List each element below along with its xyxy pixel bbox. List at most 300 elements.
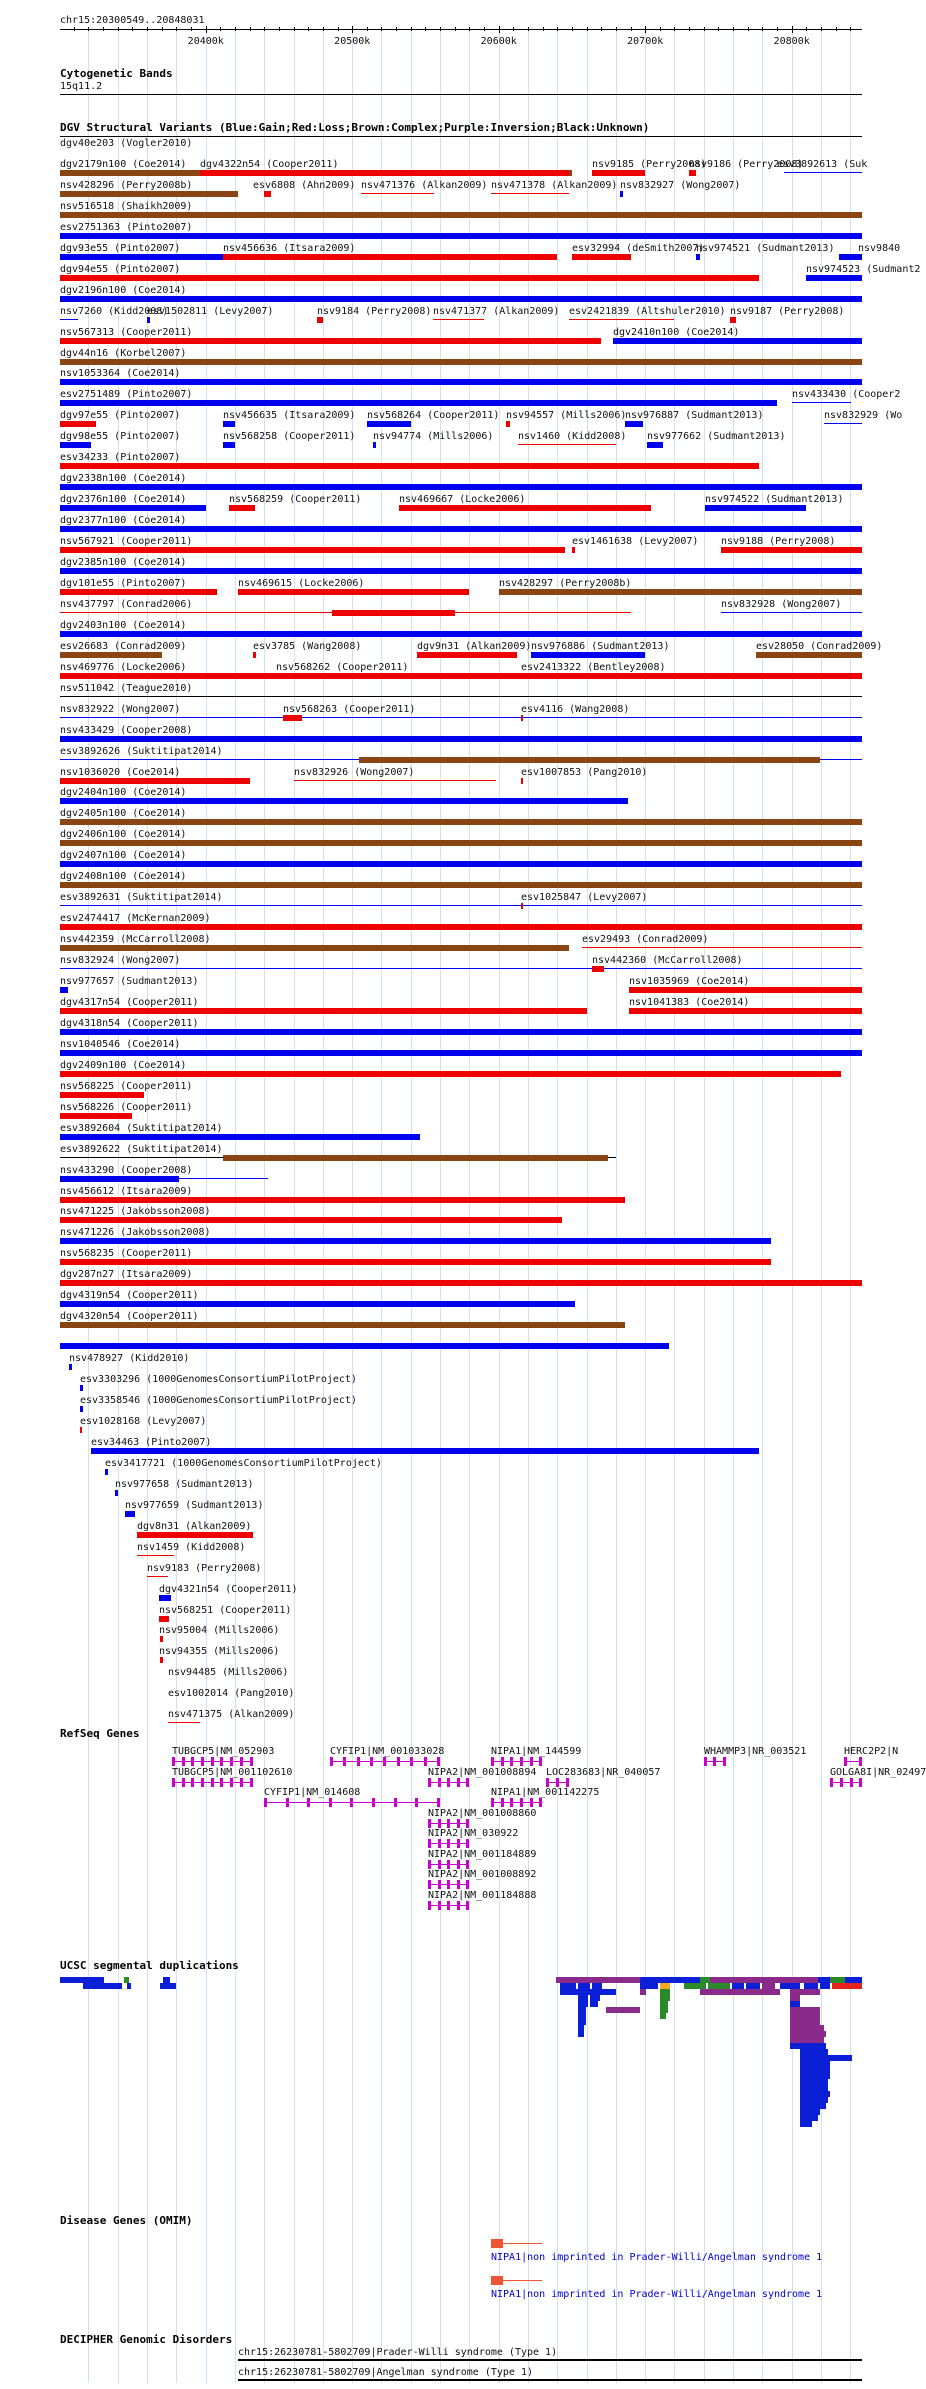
- dgv-variant-bar[interactable]: [60, 1343, 669, 1349]
- dgv-variant-label[interactable]: nsv1035969 (Coe2014): [629, 976, 750, 987]
- dgv-variant-label[interactable]: esv3785 (Wang2008): [253, 641, 362, 652]
- dgv-variant-label[interactable]: dgv4318n54 (Cooper2011): [60, 1018, 199, 1029]
- gene-label[interactable]: NIPA2|NM_001008860: [428, 1808, 537, 1819]
- dgv-variant-bar[interactable]: [276, 673, 332, 679]
- dgv-variant-label[interactable]: nsv471377 (Alkan2009): [433, 306, 560, 317]
- dgv-variant-bar[interactable]: [69, 1364, 72, 1370]
- dgv-variant-bar[interactable]: [521, 715, 523, 721]
- gene-label[interactable]: NIPA1|NM_001142275: [491, 1787, 600, 1798]
- dgv-variant-bar[interactable]: [80, 1406, 83, 1412]
- segdup-block[interactable]: [800, 2121, 812, 2127]
- dgv-variant-label[interactable]: dgv2409n100 (Coe2014): [60, 1060, 187, 1071]
- dgv-variant-bar[interactable]: [60, 798, 628, 804]
- dgv-variant-label[interactable]: dgv2179n100 (Coe2014): [60, 159, 187, 170]
- dgv-variant-bar[interactable]: [60, 968, 862, 969]
- cyto-track-title[interactable]: Cytogenetic Bands: [60, 67, 173, 80]
- dgv-variant-bar[interactable]: [179, 1178, 268, 1179]
- omim-track-title[interactable]: Disease Genes (OMIM): [60, 2214, 193, 2227]
- decipher-entry-label[interactable]: chr15:26230781-5802709|Prader-Willi syndrome (Type 1): [238, 2347, 558, 2358]
- dgv-variant-label[interactable]: nsv832929 (Wo: [824, 410, 903, 421]
- dgv-variant-bar[interactable]: [283, 715, 302, 721]
- dgv-variant-label[interactable]: nsv471375 (Alkan2009): [168, 1709, 295, 1720]
- dgv-variant-bar[interactable]: [399, 505, 651, 511]
- dgv-variant-bar[interactable]: [60, 1197, 625, 1203]
- dgv-variant-label[interactable]: nsv428297 (Perry2008b): [499, 578, 632, 589]
- dgv-variant-label[interactable]: esv4116 (Wang2008): [521, 704, 630, 715]
- gene-label[interactable]: NIPA2|NM_001008894: [428, 1767, 537, 1778]
- gene-label[interactable]: NIPA2|NM_030922: [428, 1828, 519, 1839]
- segdup-block[interactable]: [127, 1983, 131, 1989]
- dgv-variant-bar[interactable]: [491, 193, 569, 194]
- dgv-variant-bar[interactable]: [294, 780, 496, 781]
- dgv-variant-bar[interactable]: [60, 905, 862, 906]
- dgv-variant-bar[interactable]: [60, 421, 96, 427]
- dgv-variant-label[interactable]: nsv478927 (Kidd2010): [69, 1353, 190, 1364]
- dgv-variant-label[interactable]: nsv974521 (Sudmant2013): [696, 243, 835, 254]
- dgv-variant-label[interactable]: nsv568235 (Cooper2011): [60, 1248, 193, 1259]
- dgv-variant-bar[interactable]: [506, 421, 510, 427]
- dgv-variant-label[interactable]: nsv469615 (Locke2006): [238, 578, 365, 589]
- dgv-variant-bar[interactable]: [359, 757, 820, 763]
- dgv-variant-bar[interactable]: [60, 819, 862, 825]
- segdup-block[interactable]: [832, 1983, 862, 1989]
- dgv-variant-label[interactable]: nsv568262 (Cooper2011): [276, 662, 409, 673]
- decipher-entry-bar[interactable]: [238, 2359, 862, 2361]
- dgv-variant-label[interactable]: esv32994 (deSmith2007): [572, 243, 705, 254]
- dgv-variant-label[interactable]: nsv9183 (Perry2008): [147, 1563, 262, 1574]
- dgv-variant-label[interactable]: dgv2408n100 (Coe2014): [60, 871, 187, 882]
- dgv-variant-bar[interactable]: [521, 778, 523, 784]
- dgv-variant-bar[interactable]: [159, 1616, 169, 1622]
- dgv-variant-bar[interactable]: [60, 442, 91, 448]
- gene-label[interactable]: GOLGA8I|NR_02497: [830, 1767, 926, 1778]
- decipher-entry-bar[interactable]: [238, 2379, 862, 2381]
- dgv-variant-bar[interactable]: [238, 589, 469, 595]
- dgv-variant-bar[interactable]: [689, 170, 696, 176]
- segdup-block[interactable]: [606, 1977, 640, 1983]
- dgv-variant-bar[interactable]: [569, 319, 674, 320]
- dgv-variant-label[interactable]: dgv98e55 (Pinto2007): [60, 431, 181, 442]
- dgv-variant-bar[interactable]: [147, 1576, 168, 1577]
- dgv-variant-bar[interactable]: [60, 191, 238, 197]
- dgv-variant-label[interactable]: dgv4320n54 (Cooper2011): [60, 1311, 199, 1322]
- dgv-variant-bar[interactable]: [696, 254, 700, 260]
- dgv-variant-bar[interactable]: [730, 317, 736, 323]
- dgv-variant-label[interactable]: nsv9184 (Perry2008): [317, 306, 432, 317]
- gene-label[interactable]: TUBGCP5|NM_052903: [172, 1746, 275, 1757]
- dgv-variant-bar[interactable]: [159, 1595, 171, 1601]
- dgv-variant-bar[interactable]: [60, 359, 862, 365]
- dgv-variant-label[interactable]: nsv832927 (Wong2007): [620, 180, 741, 191]
- dgv-variant-bar[interactable]: [60, 717, 862, 718]
- dgv-variant-bar[interactable]: [592, 966, 604, 972]
- dgv-variant-label[interactable]: nsv94485 (Mills2006): [168, 1667, 289, 1678]
- dgv-variant-label[interactable]: nsv1460 (Kidd2008): [518, 431, 627, 442]
- dgv-variant-label[interactable]: esv1028168 (Levy2007): [80, 1416, 207, 1427]
- gene-label[interactable]: WHAMMP3|NR_003521: [704, 1746, 807, 1757]
- segdup-block[interactable]: [606, 1989, 616, 1995]
- dgv-variant-label[interactable]: nsv567921 (Cooper2011): [60, 536, 193, 547]
- dgv-variant-bar[interactable]: [806, 275, 862, 281]
- dgv-variant-bar[interactable]: [721, 547, 862, 553]
- dgv-variant-label[interactable]: esv29493 (Conrad2009): [582, 934, 709, 945]
- dgv-variant-label[interactable]: nsv94557 (Mills2006): [506, 410, 627, 421]
- dgv-variant-bar[interactable]: [168, 1722, 200, 1723]
- dgv-variant-bar[interactable]: [125, 1511, 135, 1517]
- dgv-variant-bar[interactable]: [756, 652, 862, 658]
- dgv-variant-bar[interactable]: [60, 882, 862, 888]
- dgv-variant-bar[interactable]: [792, 402, 851, 403]
- segdup-block[interactable]: [163, 1977, 170, 1983]
- gene-label[interactable]: NIPA2|NM_001184889: [428, 1849, 537, 1860]
- dgv-variant-label[interactable]: nsv471376 (Alkan2009): [361, 180, 488, 191]
- dgv-variant-label[interactable]: dgv2338n100 (Coe2014): [60, 473, 187, 484]
- dgv-variant-label[interactable]: nsv568263 (Cooper2011): [283, 704, 416, 715]
- dgv-variant-label[interactable]: esv1502811 (Levy2007): [147, 306, 274, 317]
- refseq-track-title[interactable]: RefSeq Genes: [60, 1727, 140, 1740]
- gene-model[interactable]: [264, 1795, 440, 1809]
- dgv-variant-bar[interactable]: [60, 379, 862, 385]
- dgv-variant-bar[interactable]: [60, 861, 862, 867]
- dgv-variant-label[interactable]: dgv2404n100 (Coe2014): [60, 787, 187, 798]
- dgv-variant-bar[interactable]: [60, 1113, 132, 1119]
- dgv-variant-bar[interactable]: [115, 1490, 118, 1496]
- dgv-variant-bar[interactable]: [60, 696, 862, 697]
- segdup-block[interactable]: [606, 2007, 640, 2013]
- dgv-variant-bar[interactable]: [60, 1259, 771, 1265]
- decipher-track-title[interactable]: DECIPHER Genomic Disorders: [60, 2333, 233, 2346]
- dgv-variant-bar[interactable]: [160, 1636, 163, 1642]
- dgv-variant-label[interactable]: nsv9188 (Perry2008): [721, 536, 836, 547]
- dgv-variant-label[interactable]: nsv567313 (Cooper2011): [60, 327, 193, 338]
- dgv-variant-bar[interactable]: [223, 1155, 608, 1161]
- dgv-variant-label[interactable]: nsv94774 (Mills2006): [373, 431, 494, 442]
- dgv-variant-label[interactable]: nsv832928 (Wong2007): [721, 599, 842, 610]
- dgv-variant-label[interactable]: nsv568225 (Cooper2011): [60, 1081, 193, 1092]
- dgv-variant-bar[interactable]: [784, 172, 862, 173]
- dgv-variant-bar[interactable]: [60, 840, 862, 846]
- dgv-variant-label[interactable]: dgv4317n54 (Cooper2011): [60, 997, 199, 1008]
- dgv-variant-label[interactable]: nsv428296 (Perry2008b): [60, 180, 193, 191]
- dgv-variant-label[interactable]: esv1002014 (Pang2010): [168, 1688, 295, 1699]
- gene-label[interactable]: HERC2P2|N: [844, 1746, 899, 1757]
- dgv-variant-label[interactable]: nsv568226 (Cooper2011): [60, 1102, 193, 1113]
- dgv-variant-label[interactable]: dgv2406n100 (Coe2014): [60, 829, 187, 840]
- dgv-variant-bar[interactable]: [60, 1176, 179, 1182]
- dgv-variant-label[interactable]: esv1025847 (Levy2007): [521, 892, 648, 903]
- dgv-variant-label[interactable]: esv2474417 (McKernan2009): [60, 913, 211, 924]
- dgv-variant-label[interactable]: dgv287n27 (Itsara2009): [60, 1269, 193, 1280]
- gene-model[interactable]: [830, 1775, 862, 1789]
- dgv-variant-bar[interactable]: [60, 1217, 562, 1223]
- dgv-variant-label[interactable]: nsv9187 (Perry2008): [730, 306, 845, 317]
- dgv-variant-bar[interactable]: [60, 296, 862, 302]
- dgv-variant-label[interactable]: nsv456635 (Itsara2009): [223, 410, 356, 421]
- dgv-variant-label[interactable]: dgv4322n54 (Cooper2011): [200, 159, 339, 170]
- gene-label[interactable]: NIPA1|NM_144599: [491, 1746, 582, 1757]
- segdup-block[interactable]: [820, 1983, 830, 1989]
- omim-entry-label[interactable]: NIPA1|non imprinted in Prader-Willi/Angelman syndrome 1: [491, 2289, 823, 2300]
- dgv-variant-label[interactable]: nsv832926 (Wong2007): [294, 767, 415, 778]
- dgv-variant-bar[interactable]: [332, 610, 455, 616]
- dgv-variant-bar[interactable]: [229, 505, 255, 511]
- dgv-variant-bar[interactable]: [80, 1385, 83, 1391]
- dgv-variant-bar[interactable]: [521, 903, 523, 909]
- dgv-variant-bar[interactable]: [137, 1532, 253, 1538]
- dgv-variant-bar[interactable]: [60, 589, 217, 595]
- dgv-variant-bar[interactable]: [223, 442, 235, 448]
- gene-label[interactable]: LOC283683|NR_040057: [546, 1767, 661, 1778]
- gene-model[interactable]: [172, 1775, 253, 1789]
- dgv-variant-bar[interactable]: [521, 673, 523, 679]
- dgv-variant-label[interactable]: nsv9840: [858, 243, 901, 254]
- dgv-variant-bar[interactable]: [91, 1448, 759, 1454]
- dgv-variant-bar[interactable]: [60, 631, 862, 637]
- gene-model[interactable]: [844, 1754, 862, 1768]
- dgv-variant-label[interactable]: nsv976887 (Sudmant2013): [625, 410, 764, 421]
- dgv-variant-bar[interactable]: [592, 170, 645, 176]
- dgv-variant-label[interactable]: nsv9186 (Perry2008): [689, 159, 804, 170]
- dgv-variant-label[interactable]: nsv974523 (Sudmant2: [806, 264, 921, 275]
- dgv-variant-label[interactable]: nsv442359 (McCarroll2008): [60, 934, 211, 945]
- dgv-variant-label[interactable]: dgv8n31 (Alkan2009): [137, 1521, 252, 1532]
- dgv-variant-bar[interactable]: [317, 317, 323, 323]
- dgv-variant-label[interactable]: esv3892631 (Suktitipat2014): [60, 892, 223, 903]
- dgv-variant-bar[interactable]: [60, 1322, 625, 1328]
- dgv-variant-label[interactable]: nsv1459 (Kidd2008): [137, 1542, 246, 1553]
- dgv-variant-bar[interactable]: [60, 233, 862, 239]
- segdup-block[interactable]: [660, 2013, 666, 2019]
- dgv-variant-bar[interactable]: [60, 568, 862, 574]
- dgv-variant-bar[interactable]: [60, 338, 601, 344]
- dgv-variant-bar[interactable]: [60, 673, 862, 679]
- dgv-variant-label[interactable]: esv3892604 (Suktitipat2014): [60, 1123, 223, 1134]
- dgv-variant-label[interactable]: dgv9n31 (Alkan2009): [417, 641, 532, 652]
- gene-model[interactable]: [491, 1754, 542, 1768]
- dgv-variant-label[interactable]: dgv2385n100 (Coe2014): [60, 557, 187, 568]
- dgv-variant-label[interactable]: nsv471226 (Jakobsson2008): [60, 1227, 211, 1238]
- dgv-variant-bar[interactable]: [60, 254, 235, 260]
- dgv-variant-bar[interactable]: [629, 987, 862, 993]
- dgv-variant-label[interactable]: nsv471378 (Alkan2009): [491, 180, 618, 191]
- dgv-variant-bar[interactable]: [60, 1092, 144, 1098]
- omim-gene-model[interactable]: [491, 2236, 542, 2250]
- dgv-variant-label[interactable]: nsv568251 (Cooper2011): [159, 1605, 292, 1616]
- dgv-variant-label[interactable]: esv34233 (Pinto2007): [60, 452, 181, 463]
- dgv-variant-bar[interactable]: [60, 547, 565, 553]
- dgv-variant-bar[interactable]: [223, 421, 235, 427]
- gene-model[interactable]: [704, 1754, 726, 1768]
- dgv-variant-label[interactable]: esv3358546 (1000GenomesConsortiumPilotProject): [80, 1395, 357, 1406]
- dgv-variant-bar[interactable]: [60, 736, 862, 742]
- dgv-variant-bar[interactable]: [824, 423, 862, 424]
- dgv-variant-bar[interactable]: [433, 319, 484, 320]
- dgv-variant-label[interactable]: dgv93e55 (Pinto2007): [60, 243, 181, 254]
- dgv-variant-label[interactable]: esv26683 (Conrad2009): [60, 641, 187, 652]
- dgv-variant-bar[interactable]: [60, 526, 862, 532]
- dgv-variant-bar[interactable]: [60, 1008, 587, 1014]
- gene-model[interactable]: [428, 1898, 469, 1912]
- dgv-variant-bar[interactable]: [361, 193, 434, 194]
- dgv-variant-bar[interactable]: [60, 484, 862, 490]
- dgv-variant-bar[interactable]: [253, 652, 256, 658]
- decipher-entry-label[interactable]: chr15:26230781-5802709|Angelman syndrome (Type 1): [238, 2367, 534, 2378]
- dgv-variant-bar[interactable]: [60, 212, 862, 218]
- dgv-variant-label[interactable]: nsv433430 (Cooper2: [792, 389, 901, 400]
- dgv-variant-label[interactable]: dgv97e55 (Pinto2007): [60, 410, 181, 421]
- dgv-variant-bar[interactable]: [60, 945, 569, 951]
- dgv-variant-bar[interactable]: [60, 1050, 862, 1056]
- dgv-variant-bar[interactable]: [60, 400, 777, 406]
- dgv-variant-label[interactable]: dgv94e55 (Pinto2007): [60, 264, 181, 275]
- dgv-variant-label[interactable]: nsv1041383 (Coe2014): [629, 997, 750, 1008]
- dgv-variant-bar[interactable]: [367, 421, 411, 427]
- dgv-variant-label[interactable]: nsv568264 (Cooper2011): [367, 410, 500, 421]
- dgv-variant-label[interactable]: dgv2407n100 (Coe2014): [60, 850, 187, 861]
- segdup-track-title[interactable]: UCSC segmental duplications: [60, 1959, 239, 1972]
- dgv-variant-label[interactable]: dgv2377n100 (Coe2014): [60, 515, 187, 526]
- dgv-variant-label[interactable]: nsv832922 (Wong2007): [60, 704, 181, 715]
- dgv-variant-label[interactable]: dgv2196n100 (Coe2014): [60, 285, 187, 296]
- dgv-variant-bar[interactable]: [499, 589, 862, 595]
- dgv-variant-label[interactable]: esv2751489 (Pinto2007): [60, 389, 193, 400]
- dgv-variant-bar[interactable]: [721, 612, 862, 613]
- dgv-variant-bar[interactable]: [137, 1555, 174, 1556]
- dgv-variant-bar[interactable]: [60, 924, 862, 930]
- dgv-variant-label[interactable]: nsv9185 (Perry2008): [592, 159, 707, 170]
- dgv-variant-bar[interactable]: [373, 442, 376, 448]
- dgv-variant-bar[interactable]: [264, 191, 271, 197]
- dgv-variant-bar[interactable]: [60, 319, 78, 320]
- dgv-variant-label[interactable]: nsv976886 (Sudmant2013): [531, 641, 670, 652]
- dgv-variant-label[interactable]: nsv95004 (Mills2006): [159, 1625, 280, 1636]
- dgv-variant-bar[interactable]: [60, 1029, 862, 1035]
- dgv-variant-bar[interactable]: [60, 275, 759, 281]
- dgv-variant-label[interactable]: dgv2410n100 (Coe2014): [613, 327, 740, 338]
- dgv-variant-label[interactable]: nsv974522 (Sudmant2013): [705, 494, 844, 505]
- dgv-variant-bar[interactable]: [620, 191, 623, 197]
- dgv-variant-bar[interactable]: [147, 317, 150, 323]
- dgv-variant-bar[interactable]: [531, 652, 645, 658]
- dgv-variant-bar[interactable]: [200, 170, 569, 176]
- dgv-variant-bar[interactable]: [60, 463, 759, 469]
- dgv-variant-label[interactable]: nsv433290 (Cooper2008): [60, 1165, 193, 1176]
- dgv-variant-label[interactable]: nsv442360 (McCarroll2008): [592, 955, 743, 966]
- segdup-block[interactable]: [83, 1983, 122, 1989]
- dgv-variant-bar[interactable]: [60, 1280, 862, 1286]
- dgv-variant-label[interactable]: nsv456636 (Itsara2009): [223, 243, 356, 254]
- dgv-variant-label[interactable]: nsv471225 (Jakobsson2008): [60, 1206, 211, 1217]
- dgv-variant-bar[interactable]: [625, 421, 643, 427]
- dgv-variant-label[interactable]: dgv2403n100 (Coe2014): [60, 620, 187, 631]
- dgv-variant-bar[interactable]: [60, 652, 162, 658]
- omim-entry-label[interactable]: NIPA1|non imprinted in Prader-Willi/Angelman syndrome 1: [491, 2252, 823, 2263]
- dgv-variant-bar[interactable]: [223, 254, 557, 260]
- gene-model[interactable]: [428, 1836, 469, 1850]
- gene-model[interactable]: [428, 1775, 469, 1789]
- dgv-variant-bar[interactable]: [839, 254, 862, 260]
- gene-label[interactable]: TUBGCP5|NM_001102610: [172, 1767, 293, 1778]
- dgv-variant-bar[interactable]: [647, 442, 663, 448]
- gene-model[interactable]: [330, 1754, 440, 1768]
- gene-model[interactable]: [428, 1877, 469, 1891]
- segdup-block[interactable]: [640, 1989, 646, 1995]
- dgv-variant-label[interactable]: nsv456612 (Itsara2009): [60, 1186, 193, 1197]
- dgv-track-title[interactable]: DGV Structural Variants (Blue:Gain;Red:Loss;Brown:Complex;Purple:Inversion;Black:Unknown): [60, 121, 650, 134]
- dgv-variant-label[interactable]: dgv2405n100 (Coe2014): [60, 808, 187, 819]
- dgv-variant-bar[interactable]: [60, 505, 206, 511]
- segdup-block[interactable]: [590, 2001, 598, 2007]
- dgv-variant-label[interactable]: esv3892626 (Suktitipat2014): [60, 746, 223, 757]
- dgv-variant-label[interactable]: esv1007853 (Pang2010): [521, 767, 648, 778]
- dgv-variant-label[interactable]: nsv1053364 (Coe2014): [60, 368, 181, 379]
- dgv-variant-label[interactable]: dgv44n16 (Korbel2007): [60, 348, 187, 359]
- dgv-variant-bar[interactable]: [60, 1238, 771, 1244]
- dgv-variant-label[interactable]: nsv977658 (Sudmant2013): [115, 1479, 254, 1490]
- dgv-variant-label[interactable]: dgv101e55 (Pinto2007): [60, 578, 187, 589]
- dgv-variant-bar[interactable]: [60, 1301, 575, 1307]
- dgv-variant-label[interactable]: nsv433429 (Cooper2008): [60, 725, 193, 736]
- dgv-variant-label[interactable]: esv2413322 (Bentley2008): [521, 662, 666, 673]
- dgv-variant-label[interactable]: nsv568259 (Cooper2011): [229, 494, 362, 505]
- dgv-variant-bar[interactable]: [60, 1134, 420, 1140]
- dgv-variant-label[interactable]: dgv4319n54 (Cooper2011): [60, 1290, 199, 1301]
- dgv-variant-bar[interactable]: [60, 778, 250, 784]
- dgv-variant-bar[interactable]: [705, 505, 806, 511]
- dgv-variant-label[interactable]: nsv437797 (Conrad2006): [60, 599, 193, 610]
- dgv-variant-label[interactable]: nsv977659 (Sudmant2013): [125, 1500, 264, 1511]
- dgv-variant-bar[interactable]: [582, 947, 862, 948]
- dgv-variant-label[interactable]: nsv469667 (Locke2006): [399, 494, 526, 505]
- dgv-variant-label[interactable]: nsv1040546 (Coe2014): [60, 1039, 181, 1050]
- dgv-variant-label[interactable]: esv3417721 (1000GenomesConsortiumPilotProject): [105, 1458, 382, 1469]
- dgv-variant-label[interactable]: nsv1036020 (Coe2014): [60, 767, 181, 778]
- dgv-variant-label[interactable]: esv3303296 (1000GenomesConsortiumPilotProject): [80, 1374, 357, 1385]
- dgv-variant-label[interactable]: nsv516518 (Shaikh2009): [60, 201, 193, 212]
- dgv-variant-label[interactable]: esv2751363 (Pinto2007): [60, 222, 193, 233]
- dgv-variant-bar[interactable]: [160, 1657, 163, 1663]
- dgv-variant-label[interactable]: esv2421839 (Altshuler2010): [569, 306, 726, 317]
- dgv-variant-bar[interactable]: [613, 338, 862, 344]
- dgv-variant-label[interactable]: nsv568258 (Cooper2011): [223, 431, 356, 442]
- dgv-variant-label[interactable]: esv3892622 (Suktitipat2014): [60, 1144, 223, 1155]
- dgv-variant-bar[interactable]: [105, 1469, 108, 1475]
- omim-gene-model[interactable]: [491, 2273, 542, 2287]
- gene-label[interactable]: CYFIP1|NM_014608: [264, 1787, 361, 1798]
- dgv-variant-bar[interactable]: [572, 547, 575, 553]
- dgv-variant-label[interactable]: nsv832924 (Wong2007): [60, 955, 181, 966]
- dgv-variant-bar[interactable]: [518, 444, 616, 445]
- dgv-variant-bar[interactable]: [572, 254, 631, 260]
- dgv-variant-label[interactable]: esv6808 (Ahn2009): [253, 180, 356, 191]
- dgv-variant-bar[interactable]: [60, 987, 68, 993]
- dgv-variant-label[interactable]: dgv4321n54 (Cooper2011): [159, 1584, 298, 1595]
- dgv-variant-label[interactable]: dgv40e203 (Vogler2010): [60, 138, 193, 149]
- dgv-variant-label[interactable]: esv1461638 (Levy2007): [572, 536, 699, 547]
- gene-label[interactable]: NIPA2|NM_001008892: [428, 1869, 537, 1880]
- dgv-variant-label[interactable]: nsv469776 (Locke2006): [60, 662, 187, 673]
- dgv-variant-label[interactable]: esv3892613 (Suk: [777, 159, 868, 170]
- segdup-block[interactable]: [160, 1983, 176, 1989]
- dgv-variant-bar[interactable]: [629, 1008, 862, 1014]
- gene-label[interactable]: CYFIP1|NM_001033028: [330, 1746, 445, 1757]
- gene-label[interactable]: NIPA2|NM_001184888: [428, 1890, 537, 1901]
- dgv-variant-label[interactable]: dgv2376n100 (Coe2014): [60, 494, 187, 505]
- segdup-block[interactable]: [700, 1989, 780, 1995]
- dgv-variant-label[interactable]: esv34463 (Pinto2007): [91, 1437, 212, 1448]
- dgv-variant-label[interactable]: nsv7260 (Kidd2008): [60, 306, 169, 317]
- dgv-variant-bar[interactable]: [60, 1071, 841, 1077]
